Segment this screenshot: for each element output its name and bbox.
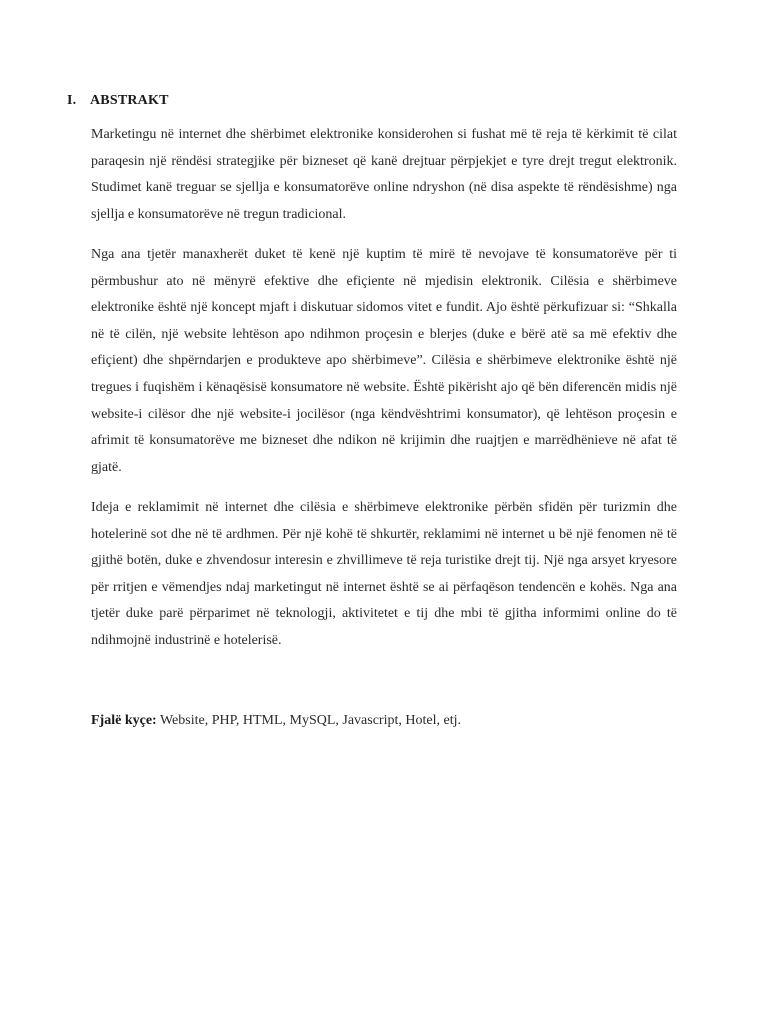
- keywords-line: [91, 711, 461, 731]
- keywords-value: Website, PHP, HTML, MySQL, Javascript, Hotel, etj.: [159, 713, 461, 728]
- keywords-label: Fjalë kyçe:: [91, 713, 157, 728]
- abstract-paragraph-3: Ideja e reklamimit në internet dhe cilësia e shërbimeve elektronike përbën sfidën për turizmin dhe hotelerinë sot dhe në të ardhmen. Për një kohë të shkurtër, reklamimi në internet u bë një fenomen në të gjithë botën, duke e zhvendosur interesin e zhvillimeve të reja turistike drejt tij. Një nga arsyet kryesore për rritjen e vëmendjes ndaj marketingut në internet është se ai përfaqëson tendencën e kohës. Nga ana tjetër duke parë përparimet në teknologji, aktivitetet e tij dhe mbi të gjitha informimi online do të ndihmojnë industrinë e hotelerisë.: [91, 500, 677, 648]
- abstract-paragraph-1: Marketingu në internet dhe shërbimet elektronike konsiderohen si fushat më të reja të kërkimit të cilat paraqesin një rëndësi strategjike për bizneset që kanë drejtuar përpjekjet e tyre drejt tregut elektronik. Studimet kanë treguar se sjellja e konsumatorëve online ndryshon (në disa aspekte të rëndësishme) nga sjellja e konsumatorëve në tregun tradicional.: [91, 127, 677, 222]
- section-title: ABSTRAKT: [90, 93, 169, 108]
- abstract-paragraph-2: Nga ana tjetër manaxherët duket të kenë një kuptim të mirë të nevojave të konsumatorëve për ti përmbushur ato në mënyrë efektive dhe efiçiente në mjedisin elektronik. Cilësia e shërbimeve elektronike është një koncept mjaft i diskutuar sidomos vitet e fundit. Ajo është përkufizuar si: “Shkalla në të cilën, një website lehtëson apo ndihmon proçesin e blerjes (duke e bërë atë sa më efektiv dhe efiçient) dhe shpërndarjen e produkteve apo shërbimeve”. Cilësia e shërbimeve elektronike është një tregues i fuqishëm i kënaqësisë konsumatore në website. Është pikërisht ajo që bën diferencën midis një website-i cilësor dhe një website-i jocilësor (nga këndvështrimi konsumator), që lehtëson proçesin e afrimit të konsumatorëve me bizneset dhe ndikon në krijimin dhe ruajtjen e marrëdhënieve në afat të gjatë.: [91, 247, 677, 475]
- section-number: I.: [67, 93, 77, 108]
- section-heading: [67, 93, 169, 109]
